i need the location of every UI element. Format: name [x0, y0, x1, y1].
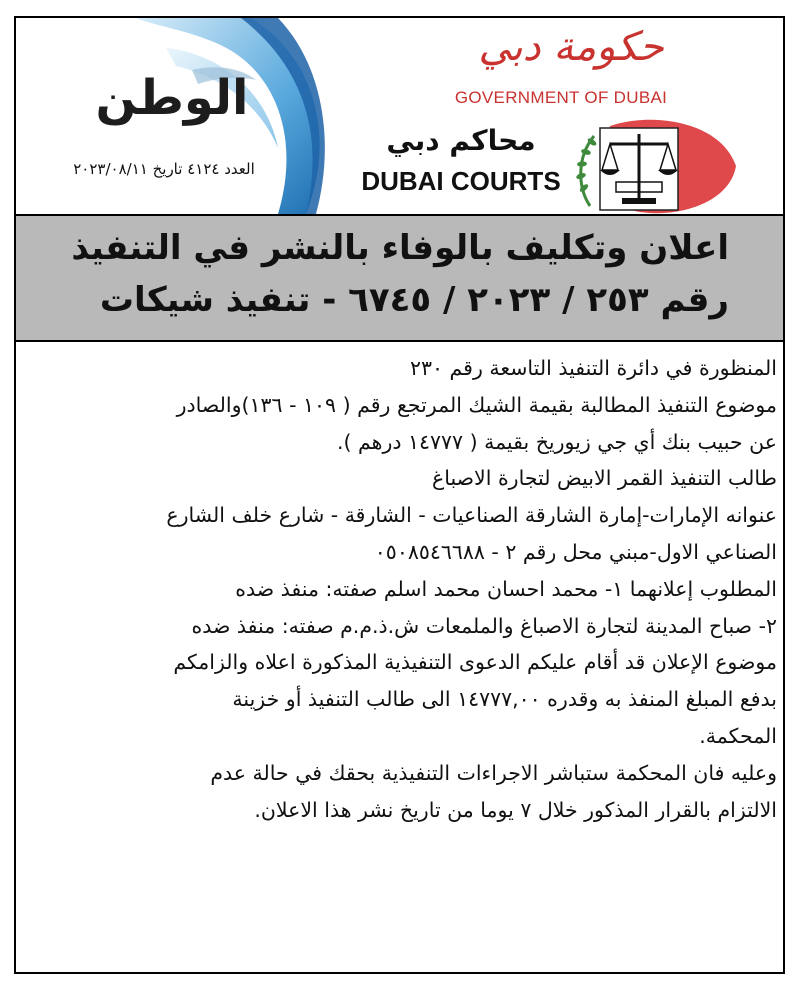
body-line: المطلوب إعلانهما ١- محمد احسان محمد اسلم صفته: منفذ ضده — [235, 576, 777, 601]
issue-date-line: العدد ٤١٢٤ تاريخ ٢٠٢٣/٠٨/١١ — [73, 160, 255, 178]
body-line: الالتزام بالقرار المذكور خلال ٧ يوما من تاريخ نشر هذا الاعلان. — [254, 797, 777, 822]
notice-title-line-1: اعلان وتكليف بالوفاء بالنشر في التنفيذ — [71, 228, 729, 268]
body-line: بدفع المبلغ المنفذ به وقدره ١٤٧٧٧,٠٠ الى طالب التنفيذ أو خزينة — [232, 687, 777, 712]
government-arabic-logo: حكومة دبي — [478, 24, 664, 70]
notice-title-band — [16, 214, 783, 342]
body-line: طالب التنفيذ القمر الابيض لتجارة الاصباغ — [431, 466, 777, 491]
body-line: موضوع الإعلان قد أقام عليكم الدعوى التنفيذية المذكورة اعلاه والزامكم — [173, 650, 777, 675]
body-line: الصناعي الاول-مبني محل رقم ٢ - ٠٥٠٨٥٤٦٦٨٨ — [374, 539, 777, 564]
courts-emblem-icon — [570, 118, 738, 214]
body-line: المحكمة. — [699, 723, 777, 748]
courts-arabic-label: محاكم دبي — [386, 124, 536, 157]
header — [16, 18, 783, 214]
body-line: ٢- صباح المدينة لتجارة الاصباغ والملمعات ش.ذ.م.م صفته: منفذ ضده — [191, 613, 777, 638]
notice-title-line-2: رقم ٢٥٣ / ٢٠٢٣ / ٦٧٤٥ - تنفيذ شيكات — [99, 280, 729, 320]
body-line: موضوع التنفيذ المطالبة بقيمة الشيك المرتجع رقم ( ١٠٩ - ١٣٦)والصادر — [176, 392, 777, 417]
body-line: المنظورة في دائرة التنفيذ التاسعة رقم ٢٣٠ — [409, 356, 777, 380]
notice-frame — [14, 16, 785, 974]
courts-english-label: DUBAI COURTS — [361, 166, 561, 196]
government-english-label: GOVERNMENT OF DUBAI — [454, 88, 668, 107]
body-line: عنوانه الإمارات-إمارة الشارقة الصناعيات - الشارقة - شارع خلف الشارع — [166, 503, 777, 528]
notice-body — [22, 350, 777, 828]
newspaper-name: الوطن — [95, 70, 249, 126]
body-line: وعليه فان المحكمة ستباشر الاجراءات التنفيذية بحقك في حالة عدم — [210, 760, 777, 785]
body-line: عن حبيب بنك أي جي زيوريخ بقيمة ( ١٤٧٧٧ درهم ). — [336, 429, 777, 454]
